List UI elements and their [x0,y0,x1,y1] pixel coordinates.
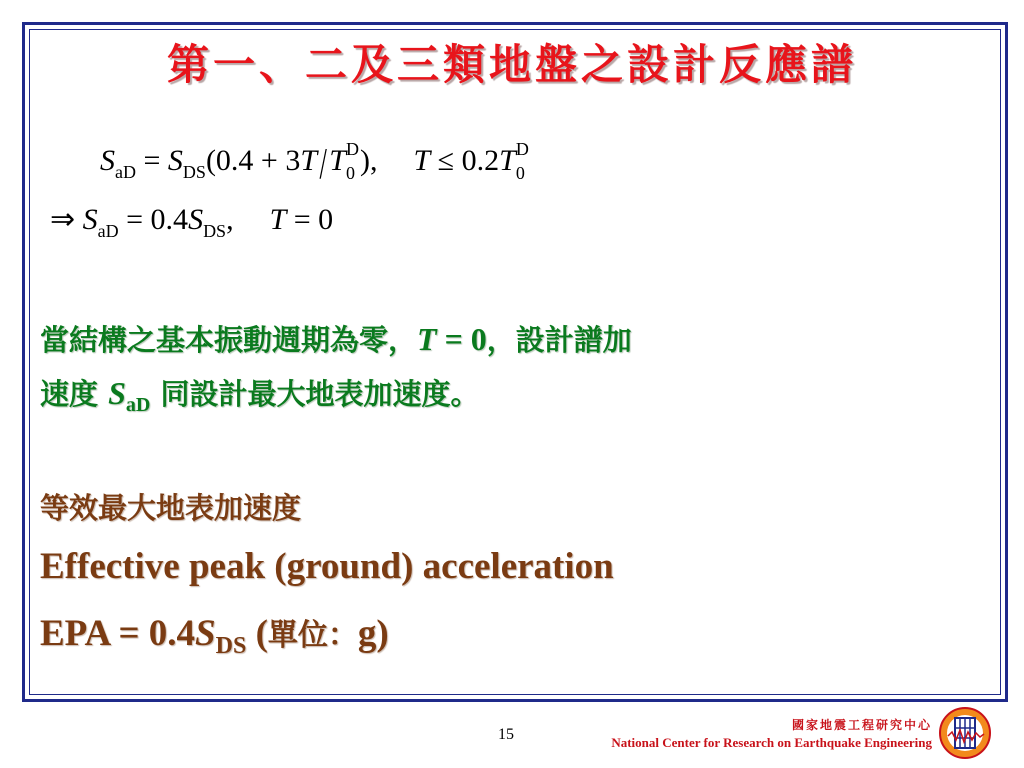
eq2-lhs-sub: aD [97,221,119,241]
epa-english-label: Effective peak (ground) acceleration [40,546,614,587]
equation-zero-period [50,202,333,242]
eq1-cond-op: ≤ 0.2 [430,144,500,177]
epa-unit-open: ( [246,613,268,654]
eq2-comma: , [226,203,234,236]
epa-formula-head: EPA = 0.4 [40,613,196,654]
eq1-t0-sub: 0 [345,163,355,183]
eq2-equals: = 0.4 [118,203,189,236]
epa-chinese-label: 等效最大地表加速度 [40,491,302,525]
epa-unit-value: g) [357,613,389,654]
note-line-2 [40,372,479,417]
slide-frame [22,22,1008,702]
note-line2-head: 速度 [40,377,109,411]
note-sad-symbol: S [108,375,126,411]
epa-formula [40,610,389,660]
page-number: 15 [498,726,514,743]
eq2-cond-rest: = 0 [286,203,334,236]
eq1-t0-scripts [345,139,360,183]
eq1-cond-t0-scripts [515,139,530,183]
epa-unit-label: 單位： [267,618,358,653]
implies-symbol: ⇒ [50,203,76,236]
epa-formula-symbol: S [195,613,216,654]
note-line1-tail: ，設計譜加 [486,323,632,357]
slide-frame-inner [29,29,1001,695]
fraction-slash: / [319,139,327,188]
note-line2-tail: 同設計最大地表加速度。 [150,377,480,411]
note-line1-text: 當結構之基本振動週期為零， [40,323,418,357]
eq1-close: ), [359,144,378,177]
note-period-symbol: T [417,321,437,357]
ncree-logo-icon [938,706,992,760]
eq1-t0-sup: D [345,139,359,159]
note-period-equals: = 0 [436,321,487,357]
equation-spectral-acceleration [100,138,530,189]
eq1-rhs-sub: DS [182,162,206,182]
eq1-lhs-symbol: S [100,144,115,177]
slide-title: 第一、二及三類地盤之設計反應譜 [166,40,857,89]
eq1-cond-t0-sub: 0 [515,163,525,183]
eq1-t0: T [329,144,346,177]
eq2-cond-period: T [269,203,287,236]
eq2-rhs-symbol: S [188,203,204,236]
organization-name-english: National Center for Research on Earthquake Engineering [611,735,932,750]
note-line-1 [40,318,632,359]
note-sad-sub: aD [125,394,151,416]
organization-name-chinese: 國家地震工程研究中心 [791,718,932,732]
eq2-lhs-symbol: S [82,203,98,236]
eq1-lhs-sub: aD [115,162,136,182]
eq1-cond-period: T [413,144,431,177]
eq1-rhs-symbol: S [167,144,183,177]
eq1-period: T [300,144,318,177]
eq1-equals: = [136,144,168,177]
epa-formula-sub: DS [215,633,247,659]
eq1-cond-t0-sup: D [515,139,529,159]
eq1-open: (0.4 + 3 [205,144,301,177]
eq2-rhs-sub: DS [203,221,227,241]
eq1-cond-t0: T [499,144,516,177]
